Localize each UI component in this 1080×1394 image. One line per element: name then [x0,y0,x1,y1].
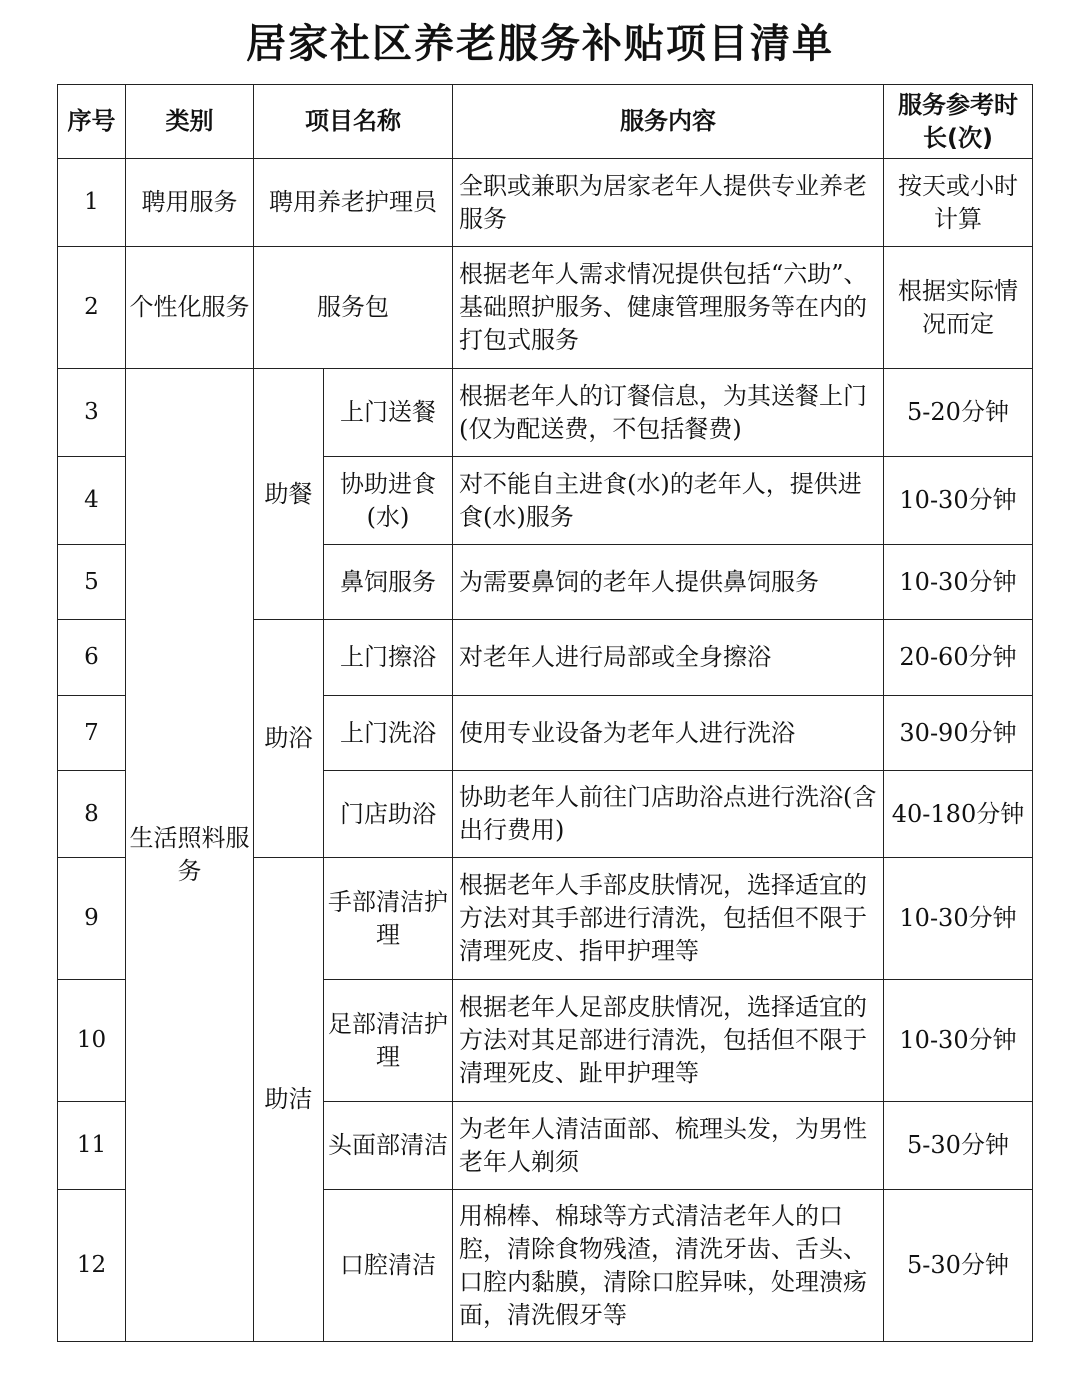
service-content: 根据老年人足部皮肤情况，选择适宜的方法对其足部进行清洗，包括但不限于清理死皮、趾甲护理等 [453,980,884,1102]
item-name: 聘用养老护理员 [254,159,453,247]
category-cell: 生活照料服务 [126,369,254,1342]
service-duration: 按天或小时计算 [884,159,1033,247]
subcategory-cell: 助浴 [254,620,324,858]
item-name: 鼻饲服务 [324,545,453,620]
table-row [58,159,1033,247]
row-number: 2 [58,247,126,369]
service-duration: 5-30分钟 [884,1102,1033,1190]
service-content: 为需要鼻饲的老年人提供鼻饲服务 [453,545,884,620]
service-duration: 10-30分钟 [884,858,1033,980]
header-row [58,85,1033,159]
row-number: 3 [58,369,126,457]
service-content: 对老年人进行局部或全身擦浴 [453,620,884,696]
subcategory-cell: 助餐 [254,369,324,620]
item-name: 门店助浴 [324,771,453,858]
table-row [58,247,1033,369]
header-item: 项目名称 [254,85,453,159]
row-number: 5 [58,545,126,620]
service-duration: 40-180分钟 [884,771,1033,858]
service-content: 用棉棒、棉球等方式清洁老年人的口腔，清除食物残渣，清洗牙齿、舌头、口腔内黏膜，清除口腔异味，处理溃疡面，清洗假牙等 [453,1190,884,1342]
category-cell: 聘用服务 [126,159,254,247]
service-duration: 30-90分钟 [884,696,1033,771]
subcategory-cell: 助洁 [254,858,324,1342]
service-duration: 5-30分钟 [884,1190,1033,1342]
service-duration: 10-30分钟 [884,980,1033,1102]
service-content: 根据老年人手部皮肤情况，选择适宜的方法对其手部进行清洗，包括但不限于清理死皮、指甲护理等 [453,858,884,980]
row-number: 8 [58,771,126,858]
header-index: 序号 [58,85,126,159]
item-name: 口腔清洁 [324,1190,453,1342]
service-content: 为老年人清洁面部、梳理头发，为男性老年人剃须 [453,1102,884,1190]
page-title: 居家社区养老服务补贴项目清单 [246,21,834,67]
service-content: 对不能自主进食(水)的老年人，提供进食(水)服务 [453,457,884,545]
service-content: 根据老年人的订餐信息，为其送餐上门(仅为配送费，不包括餐费) [453,369,884,457]
header-content: 服务内容 [453,85,884,159]
service-content: 协助老年人前往门店助浴点进行洗浴(含出行费用) [453,771,884,858]
row-number: 10 [58,980,126,1102]
item-name: 手部清洁护理 [324,858,453,980]
row-number: 1 [58,159,126,247]
table-row [58,369,1033,457]
item-name: 上门送餐 [324,369,453,457]
item-name: 协助进食(水) [324,457,453,545]
row-number: 7 [58,696,126,771]
item-name: 上门擦浴 [324,620,453,696]
row-number: 6 [58,620,126,696]
row-number: 12 [58,1190,126,1342]
item-name: 头面部清洁 [324,1102,453,1190]
service-duration: 10-30分钟 [884,457,1033,545]
service-content: 使用专业设备为老年人进行洗浴 [453,696,884,771]
service-duration: 20-60分钟 [884,620,1033,696]
header-category: 类别 [126,85,254,159]
service-content: 全职或兼职为居家老年人提供专业养老服务 [453,159,884,247]
subsidy-table [57,84,1033,1342]
header-duration: 服务参考时长(次) [884,85,1033,159]
service-content: 根据老年人需求情况提供包括“六助”、基础照护服务、健康管理服务等在内的打包式服务 [453,247,884,369]
service-duration: 10-30分钟 [884,545,1033,620]
item-name: 服务包 [254,247,453,369]
item-name: 上门洗浴 [324,696,453,771]
item-name: 足部清洁护理 [324,980,453,1102]
row-number: 4 [58,457,126,545]
service-duration: 根据实际情况而定 [884,247,1033,369]
service-duration: 5-20分钟 [884,369,1033,457]
category-cell: 个性化服务 [126,247,254,369]
row-number: 11 [58,1102,126,1190]
row-number: 9 [58,858,126,980]
